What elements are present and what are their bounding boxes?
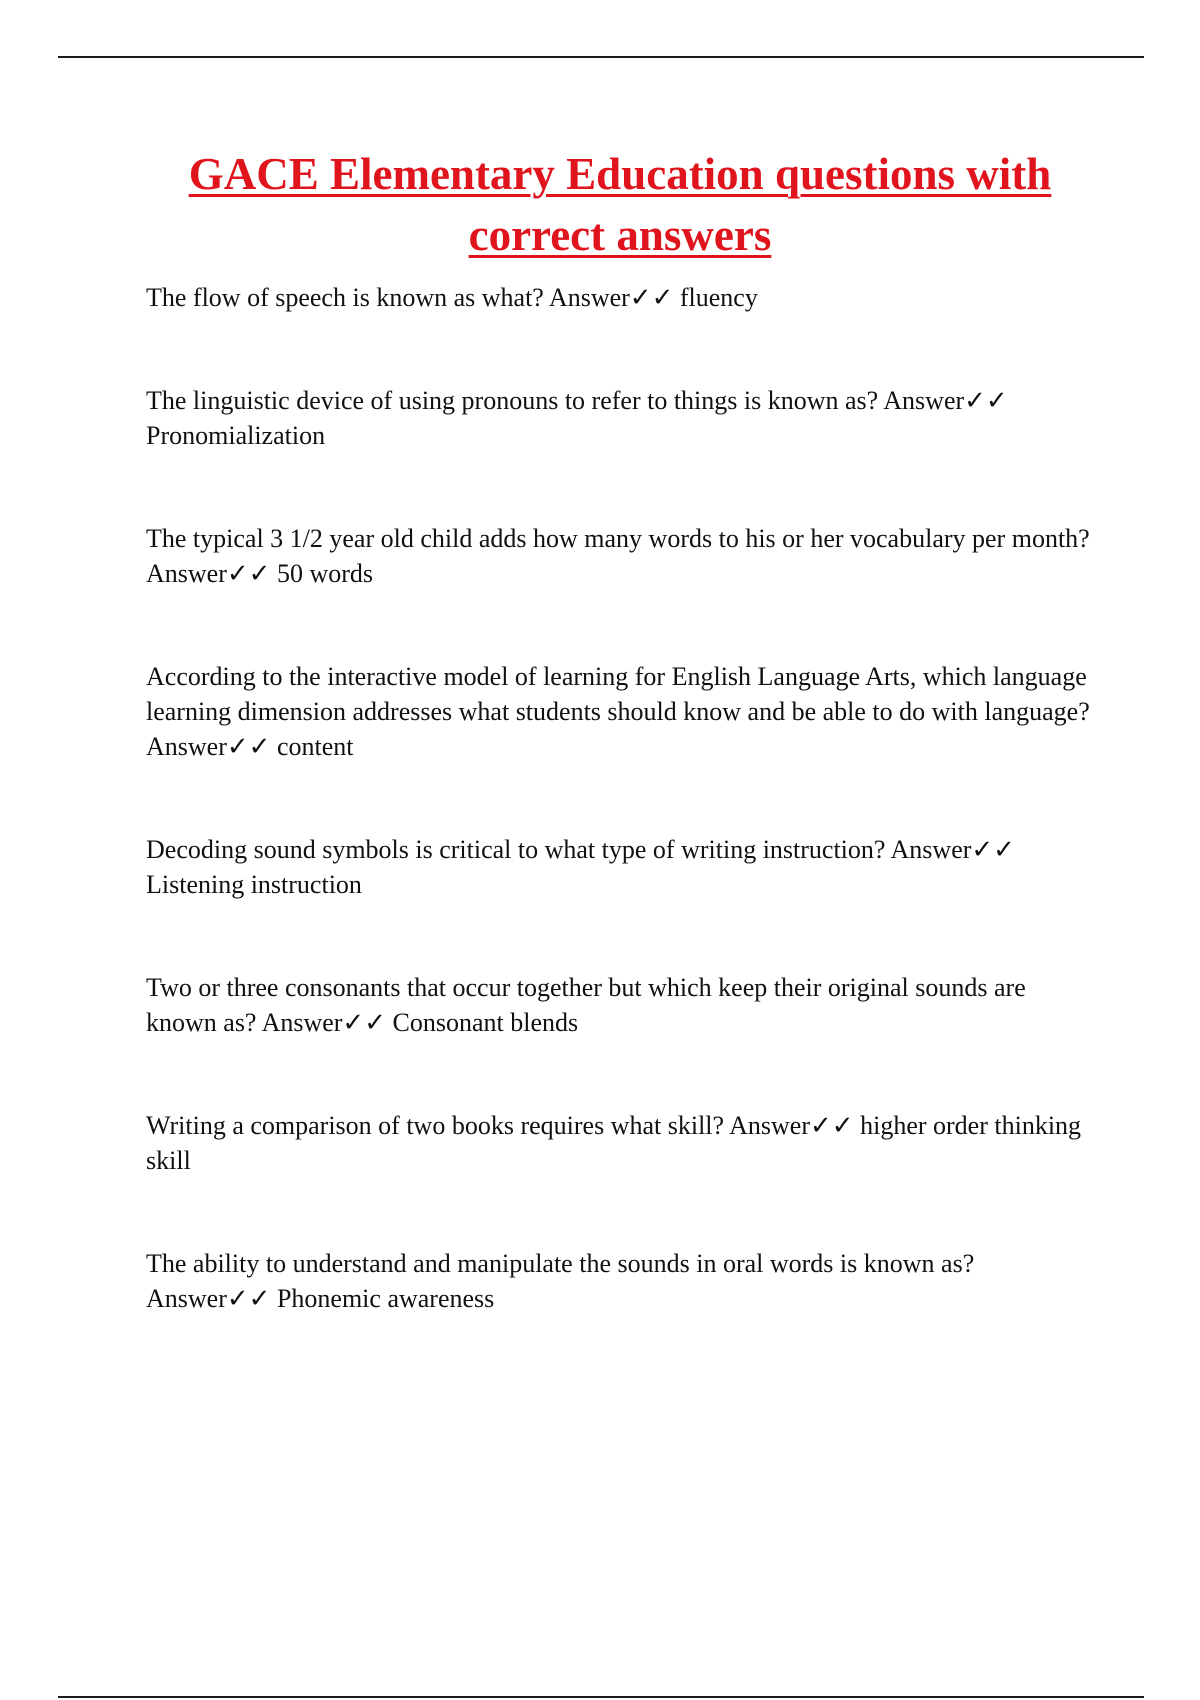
answer-marker: Answer✓✓ <box>146 1284 271 1313</box>
answer-marker: Answer✓✓ <box>261 1008 387 1037</box>
qa-item-3 <box>146 521 1091 591</box>
answer-text: 50 words <box>276 559 374 588</box>
answer-marker: Answer✓✓ <box>890 835 1015 864</box>
question-text: According to the interactive model of learning for English Language Arts, which language learning dimension addresses what students should know and be able to do with language? <box>146 662 1090 726</box>
page-title: GACE Elementary Education questions with correct answers <box>188 149 1052 260</box>
question-text: Two or three consonants that occur together but which keep their original sounds are known as? <box>146 973 1026 1037</box>
question-text: The flow of speech is known as what? <box>146 283 544 312</box>
question-text: Decoding sound symbols is critical to what type of writing instruction? <box>146 835 886 864</box>
answer-text: Listening instruction <box>146 870 362 899</box>
answer-marker: Answer✓✓ <box>883 386 1008 415</box>
qa-item-2 <box>146 383 1091 453</box>
bottom-divider <box>58 1696 1144 1698</box>
answer-marker: Answer✓✓ <box>729 1111 854 1140</box>
qa-item-4 <box>146 659 1091 764</box>
answer-text: Phonemic awareness <box>276 1284 495 1313</box>
question-text: Writing a comparison of two books requires what skill? <box>146 1111 725 1140</box>
qa-item-8 <box>146 1246 1091 1316</box>
answer-marker: Answer✓✓ <box>548 283 674 312</box>
top-divider <box>58 56 1144 58</box>
question-text: The linguistic device of using pronouns to refer to things is known as? <box>146 386 879 415</box>
answer-text: content <box>276 732 354 761</box>
question-text: The typical 3 1/2 year old child adds how many words to his or her vocabulary per month? <box>146 524 1090 553</box>
answer-text: Pronomialization <box>146 421 326 450</box>
answer-text: Consonant blends <box>392 1008 579 1037</box>
answer-marker: Answer✓✓ <box>146 559 271 588</box>
qa-list <box>146 280 1091 1384</box>
question-text: The ability to understand and manipulate the sounds in oral words is known as? <box>146 1249 975 1278</box>
qa-item-6 <box>146 970 1091 1040</box>
answer-text: fluency <box>679 283 758 312</box>
qa-item-5 <box>146 832 1091 902</box>
answer-marker: Answer✓✓ <box>146 732 271 761</box>
qa-item-1 <box>146 280 1091 315</box>
answer-text: higher order thinking skill <box>146 1111 1082 1175</box>
qa-item-7 <box>146 1108 1091 1178</box>
